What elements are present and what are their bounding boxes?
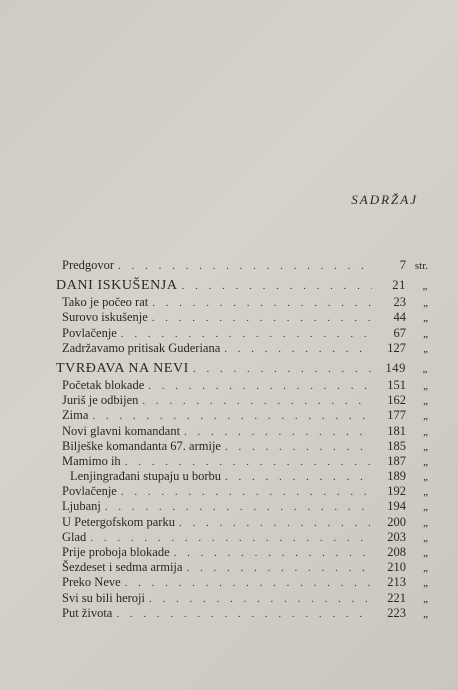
- entry-page: 203: [387, 529, 406, 544]
- dot-leader: [182, 277, 372, 296]
- entry-page: 200: [387, 514, 406, 529]
- entry-mark: „: [423, 531, 428, 544]
- toc-entry: [56, 295, 428, 310]
- entry-title: Ljubanj: [62, 499, 101, 514]
- entry-title: Prije proboja blokade: [62, 545, 170, 559]
- entry-title: Novi glavni komandant: [62, 423, 181, 438]
- entry-page: 181: [387, 423, 406, 438]
- entry-mark: „: [423, 577, 428, 590]
- entry-mark: „: [423, 410, 428, 423]
- entry-page: 213: [387, 575, 406, 590]
- dot-leader: [149, 592, 372, 607]
- entry-page: 151: [387, 377, 406, 392]
- entry-title: Zadržavamo pritisak Guderiana: [62, 340, 221, 355]
- entry-page: 67: [393, 325, 406, 340]
- dot-leader: [118, 259, 372, 274]
- entry-mark: „: [423, 379, 428, 392]
- entry-page: 23: [393, 295, 406, 310]
- entry-mark: „: [423, 501, 428, 514]
- entry-page: 189: [387, 469, 406, 484]
- dot-leader: [224, 342, 372, 357]
- entry-page: 185: [387, 438, 406, 453]
- dot-leader: [125, 576, 372, 591]
- toc-entry: [56, 515, 428, 530]
- toc-entry: [56, 606, 428, 621]
- toc-entry: [56, 469, 428, 484]
- section-title: DANI ISKUŠENJA: [56, 278, 178, 294]
- dot-leader: [225, 440, 372, 455]
- toc-entry: [56, 499, 428, 514]
- table-of-contents: [56, 258, 428, 621]
- toc-entry: [56, 530, 428, 545]
- toc-entry: [56, 575, 428, 590]
- entry-page: 221: [387, 590, 406, 605]
- entry-mark: „: [423, 455, 428, 468]
- dot-leader: [121, 485, 372, 500]
- entry-page: 208: [387, 545, 406, 559]
- entry-title: Mamimo ih: [62, 453, 121, 468]
- entry-page: 187: [387, 453, 406, 468]
- dot-leader: [125, 455, 372, 470]
- toc-entry: [56, 454, 428, 469]
- toc-entry: [56, 378, 428, 393]
- toc-entry: [56, 439, 428, 454]
- dot-leader: [152, 296, 372, 311]
- entry-page: 149: [385, 360, 406, 375]
- entry-page: 127: [387, 340, 406, 355]
- entry-page: 7: [399, 258, 406, 272]
- toc-entry: [56, 591, 428, 606]
- entry-title: Put života: [62, 605, 113, 620]
- entry-page: 223: [387, 605, 406, 620]
- entry-title: U Petergofskom parku: [62, 514, 175, 529]
- toc-entry: [56, 484, 428, 499]
- dot-leader: [105, 500, 372, 515]
- toc-entry: [56, 560, 428, 575]
- dot-leader: [174, 546, 372, 561]
- entry-title: Povlačenje: [62, 325, 117, 340]
- entry-title: Početak blokade: [62, 377, 145, 392]
- dot-leader: [148, 379, 372, 394]
- dot-leader: [152, 311, 372, 326]
- entry-title: Svi su bili heroji: [62, 590, 145, 605]
- entry-mark: „: [423, 342, 428, 355]
- toc-entry: [56, 341, 428, 356]
- entry-page: 44: [393, 310, 406, 325]
- entry-mark: „: [423, 425, 428, 438]
- entry-title: Zima: [62, 408, 89, 423]
- toc-entry: [56, 393, 428, 408]
- entry-title: Preko Neve: [62, 575, 121, 590]
- entry-mark: „: [423, 395, 428, 408]
- toc-entry: [56, 545, 428, 560]
- entry-title: Glad: [62, 529, 87, 544]
- entry-page: 210: [387, 560, 406, 575]
- entry-mark: „: [423, 516, 428, 529]
- entry-mark: „: [423, 440, 428, 453]
- dot-leader: [121, 327, 372, 342]
- entry-mark: „: [423, 312, 428, 325]
- entry-mark: „: [423, 562, 428, 575]
- dot-leader: [225, 470, 372, 485]
- section-title: TVRĐAVA NA NEVI: [56, 360, 189, 376]
- entry-title: Predgovor: [62, 258, 115, 272]
- toc-entry: [56, 424, 428, 439]
- entry-page: 162: [387, 393, 406, 408]
- contents-heading: SADRŽAJ: [351, 192, 418, 207]
- entry-page: 177: [387, 408, 406, 423]
- toc-entry: [56, 408, 428, 423]
- entry-mark: „: [423, 592, 428, 605]
- toc-entry: [56, 258, 428, 273]
- dot-leader: [184, 425, 372, 440]
- dot-leader: [90, 531, 372, 546]
- entry-mark: „: [423, 471, 428, 484]
- entry-mark: „: [423, 486, 428, 499]
- dot-leader: [186, 561, 372, 576]
- toc-section: [56, 359, 428, 378]
- entry-title: Surovo iskušenje: [62, 310, 148, 325]
- toc-section: [56, 276, 428, 295]
- entry-title: Povlačenje: [62, 484, 117, 499]
- entry-page: 194: [387, 499, 406, 514]
- toc-entry: [56, 326, 428, 341]
- entry-mark: „: [423, 327, 428, 340]
- entry-title: Juriš je odbijen: [62, 393, 139, 408]
- entry-mark: „: [422, 362, 428, 375]
- entry-title: Tako je počeo rat: [62, 295, 149, 310]
- entry-title: Bilješke komandanta 67. armije: [62, 438, 221, 453]
- entry-mark: str.: [414, 260, 428, 272]
- entry-mark: „: [423, 607, 428, 620]
- entry-page: 21: [392, 278, 406, 293]
- dot-leader: [142, 394, 372, 409]
- entry-title: Lenjingrađani stupaju u borbu: [70, 469, 222, 484]
- entry-mark: „: [422, 280, 428, 293]
- dot-leader: [116, 607, 372, 622]
- entry-title: Šezdeset i sedma armija: [62, 560, 183, 575]
- entry-mark: „: [423, 297, 428, 310]
- dot-leader: [193, 360, 372, 379]
- toc-entry: [56, 310, 428, 325]
- dot-leader: [92, 409, 372, 424]
- entry-page: 192: [387, 484, 406, 499]
- dot-leader: [179, 516, 372, 531]
- entry-mark: „: [423, 547, 428, 559]
